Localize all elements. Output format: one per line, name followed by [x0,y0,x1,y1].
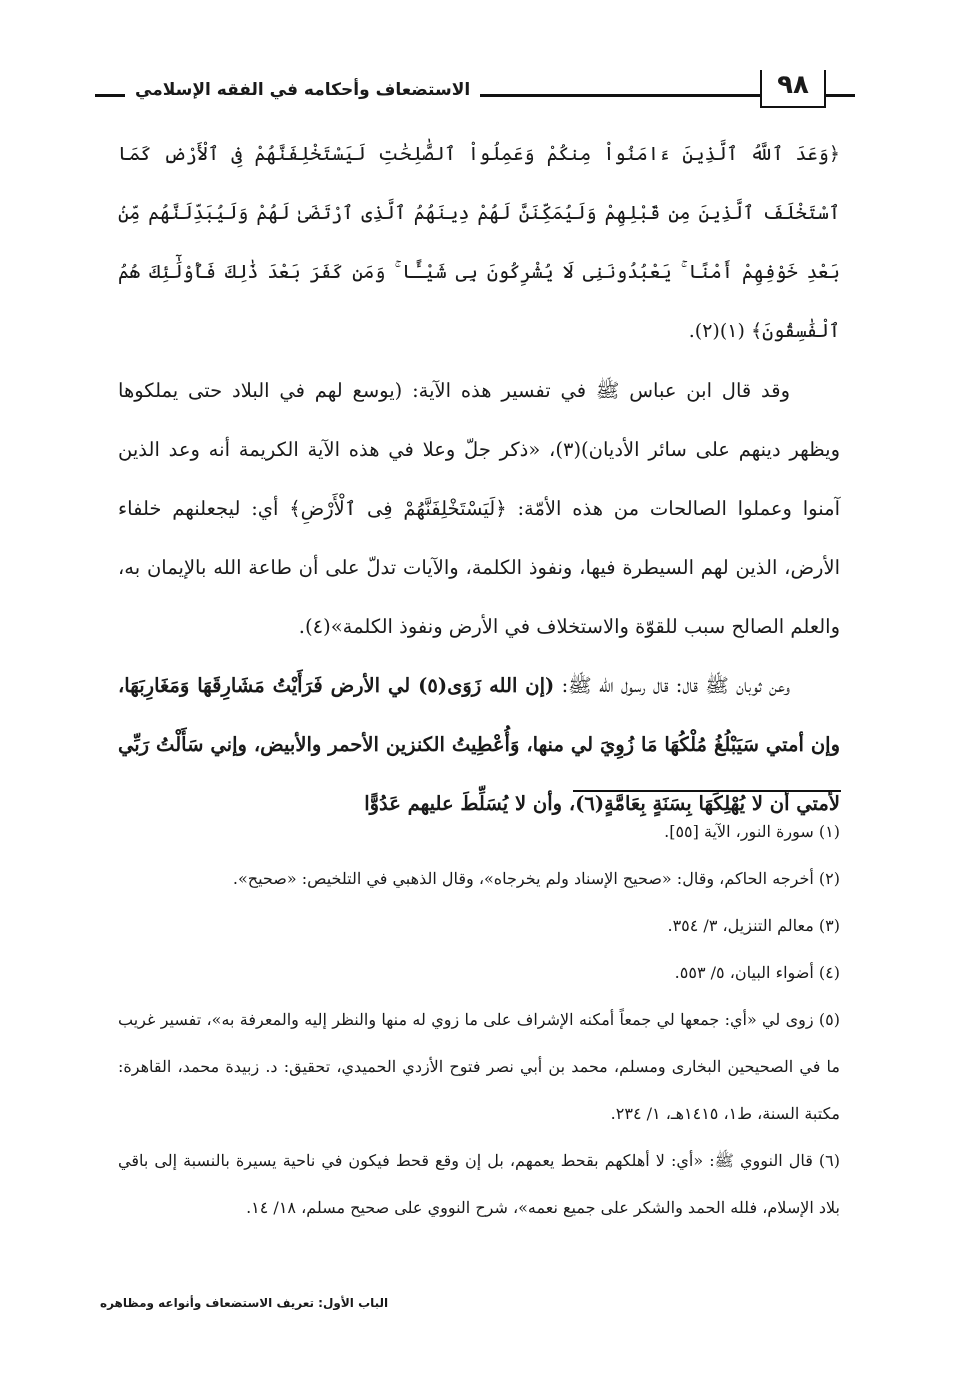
footnote-1: (١) سورة النور، الآية [٥٥]. [664,822,840,841]
chapter-footer: الباب الأول: تعريف الاستضعاف وأنواعه ومظاهره [100,1296,389,1310]
footnote-5: (٥) زوى لي «أي: جمعها لي جمعاً أمكنه الإشراف على ما زوي له منها والنظر إليه والمعرفة به»، تفسير غريب ما في الصحيحين البخارى ومسلم، محمد بن أبي نصر فتوح الأزدي الحميدي، تحقيق: د. زبيدة محمد، القاهرة: مكتبة السنة، ط١، ١٤١٥هـ، ١/ ٢٣٤. [118,1010,840,1123]
footnote-3: (٣) معالم التنزيل، ٣/ ٣٥٤. [667,916,840,935]
hadith-intro: وعن ثوبان ﷺ قال: قال رسول الله ﷺ: [561,674,790,697]
hadith-text: (إن الله زَوَى(٥) لي الأرض فَرَأَيْتُ مَشَارِقَهَا وَمَغَارِبَهَا، وإن أمتي سَيَبْلُغُ مُلْكُهَا مَا زُوِيَ لي منها، وَأُعْطِيتُ الكنزين الأحمر والأبيض، وإني سَأَلْتُ رَبِّي لأمتي أن لا يُهْلِكَهَا بِسَنَةٍ بِعَامَّةٍ(٦)، وأن لا يُسَلِّطَ عليهم عَدُوًّا [118,674,840,815]
page-number: ٩٨ [760,70,826,108]
footnote-2: (٢) أخرجه الحاكم، وقال: «صحيح الإسناد ولم يخرجاه»، وقال الذهبي في التلخيص: «صحيح». [232,869,840,888]
running-title: الاستضعاف وأحكامه في الفقه الإسلامي [125,80,480,100]
paragraph-ibn-abbas: وقد قال ابن عباس ﷺ في تفسير هذه الآية: (يوسع لهم في البلاد حتى يملكوها ويظهر دينهم على سائر الأديان)(٣)، «ذكر جلّ وعلا في هذه الآية الكريمة أنه وعد الذين آمنوا وعملوا الصالحات من هذه الأمّة: ﴿لَيَسْتَخْلِفَنَّهُمْ فِى ٱلْأَرْضِ﴾ أي: ليجعلنهم خلفاء الأرض، الذين لهم السيطرة فيها، ونفوذ الكلمة، والآيات تدلّ على أن طاعة الله بالإيمان به، والعلم الصالح سبب للقوّة والاستخلاف في الأرض ونفوذ الكلمة»(٤). [118,379,841,638]
main-text [118,125,840,833]
paragraph-thawban [118,656,840,833]
quran-verse [118,125,840,361]
verse-footnote-refs: (١)(٢). [688,320,745,342]
footnotes [118,808,840,1231]
page-header [95,62,855,122]
footnote-4: (٤) أضواء البيان، ٥/ ٥٥٣. [674,963,840,982]
footnote-6: (٦) قال النووي ﷺ: «أي: لا أهلكهم بقحط يعمهم، بل إن وقع قحط فيكون في ناحية يسيرة بالنسبة إلى باقي بلاد الإسلام، فلله الحمد والشكر على جميع نعمه»، شرح النووي على صحيح مسلم، ١٨/ ١٤. [118,1151,840,1217]
verse-text: ﴿وَعَدَ ٱللَّهُ ٱلَّذِينَ ءَامَنُواْ مِنكُمْ وَعَمِلُواْ ٱلصَّٰلِحَٰتِ لَيَسْتَخْلِفَنَّهُمْ فِى ٱلْأَرْضِ كَمَا ٱسْتَخْلَفَ ٱلَّذِينَ مِن قَبْلِهِمْ وَلَيُمَكِّنَنَّ لَهُمْ دِينَهُمُ ٱلَّذِى ٱرْتَضَىٰ لَهُمْ وَلَيُبَدِّلَنَّهُم مِّنۢ بَعْدِ خَوْفِهِمْ أَمْنًا ۚ يَعْبُدُونَنِى لَا يُشْرِكُونَ بِى شَيْـًٔا ۚ وَمَن كَفَرَ بَعْدَ ذَٰلِكَ فَأُوْلَٰٓئِكَ هُمُ ٱلْفَٰسِقُونَ﴾ [118,143,840,342]
footnote-separator [573,790,841,792]
